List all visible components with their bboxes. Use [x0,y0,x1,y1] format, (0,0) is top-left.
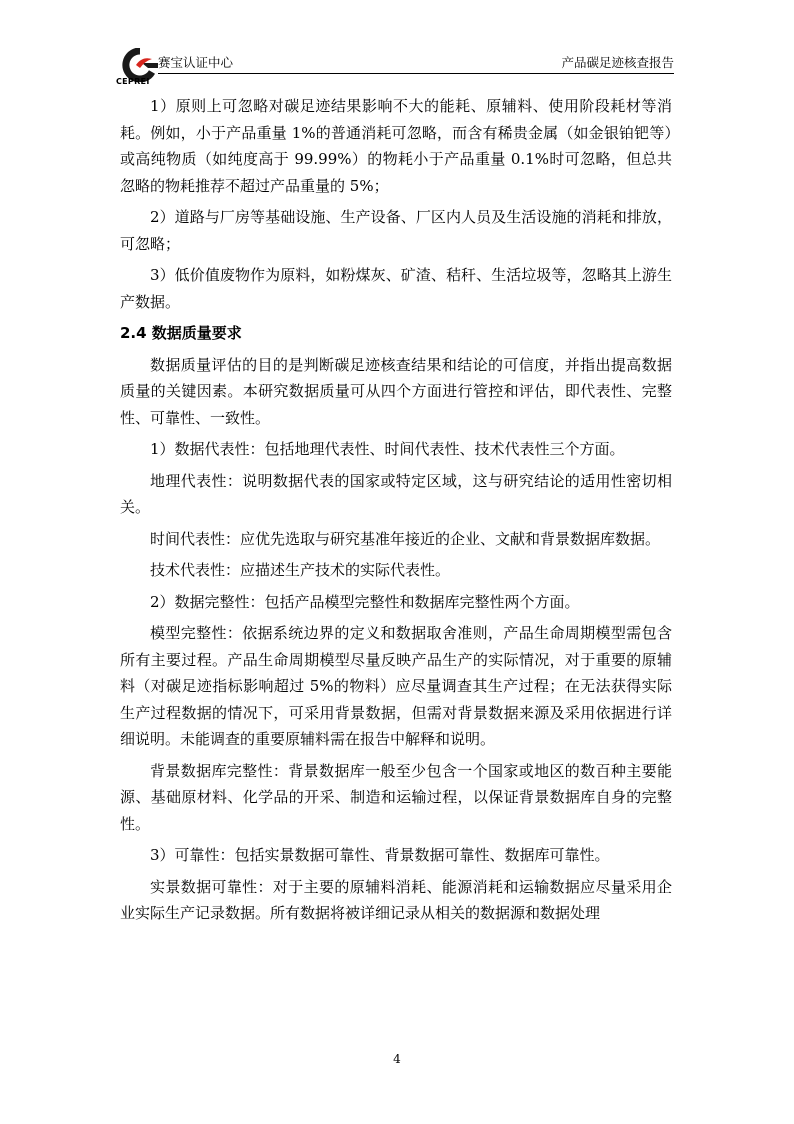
page-header [116,48,674,86]
paragraph: 实景数据可靠性：对于主要的原辅料消耗、能源消耗和运输数据应尽量采用企业实际生产记录数据。所有数据将被详细记录从相关的数据源和数据处理 [120,877,672,922]
document-body [120,93,672,927]
paragraph: 时间代表性：应优先选取与研究基准年接近的企业、文献和背景数据库数据。 [150,529,661,548]
header-divider [158,73,674,74]
paragraph: 2）道路与厂房等基础设施、生产设备、厂区内人员及生活设施的消耗和排放，可忽略； [120,208,672,253]
paragraph: 1）数据代表性：包括地理代表性、时间代表性、技术代表性三个方面。 [150,440,625,458]
paragraph: 2）数据完整性：包括产品模型完整性和数据库完整性两个方面。 [150,592,580,611]
page-number: 4 [393,1052,401,1066]
paragraph: 3）可靠性：包括实景数据可靠性、背景数据可靠性、数据库可靠性。 [150,846,610,864]
logo-text: CEPREI [116,77,150,86]
paragraph: 背景数据库完整性：背景数据库一般至少包含一个国家或地区的数百种主要能源、基础原材料、化学品的开采、制造和运输过程，以保证背景数据库自身的完整性。 [120,761,672,833]
section-heading: 2.4 数据质量要求 [120,324,242,342]
paragraph: 3）低价值废物作为原料，如粉煤灰、矿渣、秸秆、生活垃圾等，忽略其上游生产数据。 [120,266,672,311]
paragraph: 数据质量评估的目的是判断碳足迹核查结果和结论的可信度，并指出提高数据质量的关键因素。本研究数据质量可从四个方面进行管控和评估，即代表性、完整性、可靠性、一致性。 [120,355,672,427]
paragraph: 技术代表性：应描述生产技术的实际代表性。 [150,561,451,579]
paragraph: 模型完整性：依据系统边界的定义和数据取舍准则，产品生命周期模型需包含所有主要过程。产品生命周期模型尽量反映产品生产的实际情况，对于重要的原辅料（对碳足迹指标影响超过 5%的物料）应尽量调查其生产过程；在无法获得实际生产过程数据的情况下，可采用背景数据，但需对背景数据来源及采用依据进行详细说明。未能调查的重要原辅料需在报告中解释和说明。 [120,624,672,748]
paragraph: 地理代表性：说明数据代表的国家或特定区域，这与研究结论的适用性密切相关。 [120,471,672,516]
organization-name: 赛宝认证中心 [158,55,234,70]
paragraph: 1）原则上可忽略对碳足迹结果影响不大的能耗、原辅料、使用阶段耗材等消耗。例如，小于产品重量 1%的普通消耗可忽略，而含有稀贵金属（如金银铂钯等）或高纯物质（如纯度高于 99.99%）的物耗小于产品重量 0.1%时可忽略，但总共忽略的物耗推荐不超过产品重量的 5%； [120,97,672,195]
report-title: 产品碳足迹核查报告 [561,55,674,70]
